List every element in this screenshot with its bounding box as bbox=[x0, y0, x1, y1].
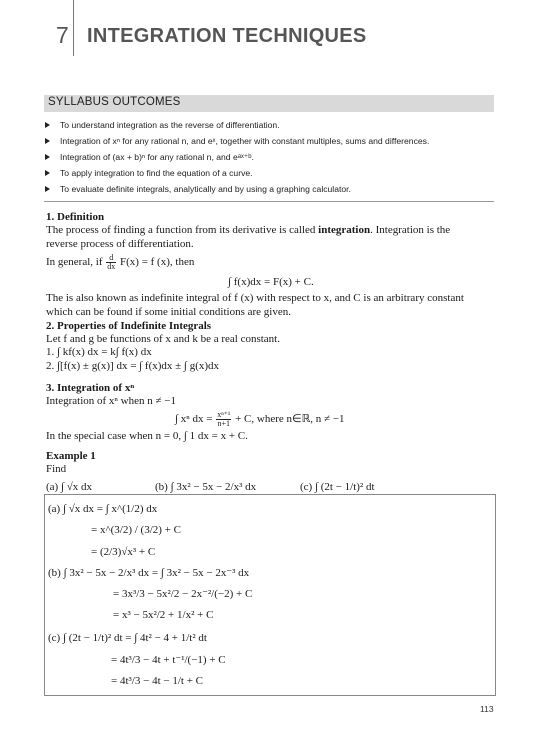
outcome-item: To understand integration as the reverse of differentiation. bbox=[44, 117, 504, 133]
power-special: In the special case when n = 0, ∫ 1 dx = x + C. bbox=[46, 430, 248, 442]
solution-line: (a) ∫ √x dx = ∫ x^(1/2) dx bbox=[48, 503, 158, 515]
solution-line: = (2/3)√x³ + C bbox=[91, 546, 156, 558]
section-divider bbox=[44, 201, 494, 202]
solution-line: = x^(3/2) / (3/2) + C bbox=[91, 524, 181, 536]
solution-line: = x³ − 5x²/2 + 1/x² + C bbox=[113, 609, 214, 621]
header-divider bbox=[73, 0, 74, 56]
property-2: 2. ∫[f(x) ± g(x)] dx = ∫ f(x)dx ± ∫ g(x)dx bbox=[46, 360, 220, 372]
bullet-triangle-icon bbox=[45, 138, 50, 144]
definition-heading: 1. Definition bbox=[46, 211, 105, 223]
chapter-number: 7 bbox=[56, 22, 69, 48]
outcome-item: To apply integration to find the equation of a curve. bbox=[44, 165, 504, 181]
solution-line: = 3x³/3 − 5x²/2 − 2x⁻²/(−2) + C bbox=[113, 588, 253, 600]
bullet-triangle-icon bbox=[45, 122, 50, 128]
outcome-item: Integration of xⁿ for any rational n, and eˣ, together with constant multiples, sums and differences. bbox=[44, 133, 504, 149]
syllabus-outcomes bbox=[44, 117, 504, 197]
properties-heading: 2. Properties of Indefinite Integrals bbox=[46, 320, 212, 332]
property-1: 1. ∫ kf(x) dx = k∫ f(x) dx bbox=[46, 346, 152, 358]
outcome-item: To evaluate definite integrals, analytically and by using a graphing calculator. bbox=[44, 181, 504, 197]
properties-intro: Let f and g be functions of x and k be a real constant. bbox=[46, 333, 280, 345]
power-intro: Integration of xⁿ when n ≠ −1 bbox=[46, 395, 176, 407]
question-c: (c) ∫ (2t − 1/t)² dt bbox=[300, 481, 375, 493]
bullet-triangle-icon bbox=[45, 170, 50, 176]
solution-box bbox=[44, 494, 496, 696]
syllabus-title: SYLLABUS OUTCOMES bbox=[48, 96, 181, 108]
example-heading: Example 1 bbox=[46, 450, 96, 462]
chapter-title: INTEGRATION TECHNIQUES bbox=[87, 25, 367, 47]
definition-general: In general, if $\frac{d}{dx}$ F(x) = f (x), then bbox=[46, 253, 195, 271]
solution-line: (c) ∫ (2t − 1/t)² dt = ∫ 4t² − 4 + 1/t² dt bbox=[48, 632, 207, 644]
solution-line: = 4t³/3 − 4t − 1/t + C bbox=[111, 675, 203, 687]
outcome-item: Integration of (ax + b)ⁿ for any rational n, and eᵃˣ⁺ᵇ. bbox=[44, 149, 504, 165]
definition-text-3: The is also known as indefinite integral of f (x) with respect to x, and C is an arbitrary constant bbox=[46, 292, 464, 304]
bullet-triangle-icon bbox=[45, 154, 50, 160]
example-find: Find bbox=[46, 463, 67, 475]
definition-text-4: which can be found if some initial conditions are given. bbox=[46, 306, 291, 318]
definition-formula: ∫ f(x)dx = F(x) + C. bbox=[228, 276, 314, 288]
solution-line: = 4t³/3 − 4t + t⁻¹/(−1) + C bbox=[111, 654, 226, 666]
chapter-header bbox=[0, 0, 539, 60]
page-number: 113 bbox=[480, 704, 494, 714]
question-a: (a) ∫ √x dx bbox=[46, 481, 93, 493]
definition-text-1: The process of finding a function from its derivative is called integration. Integration is the bbox=[46, 224, 451, 236]
power-heading: 3. Integration of xⁿ bbox=[46, 382, 135, 394]
solution-line: (b) ∫ 3x² − 5x − 2/x³ dx = ∫ 3x² − 5x − 2x⁻³ dx bbox=[48, 567, 250, 579]
question-b: (b) ∫ 3x² − 5x − 2/x³ dx bbox=[155, 481, 257, 493]
bullet-triangle-icon bbox=[45, 186, 50, 192]
power-formula: ∫ xⁿ dx = $\frac{\text{xⁿ⁺¹}}{n+1}$ + C, where n∈ℝ, n ≠ −1 bbox=[175, 410, 345, 428]
definition-text-2: reverse process of differentiation. bbox=[46, 238, 194, 250]
syllabus-bar bbox=[44, 95, 494, 112]
